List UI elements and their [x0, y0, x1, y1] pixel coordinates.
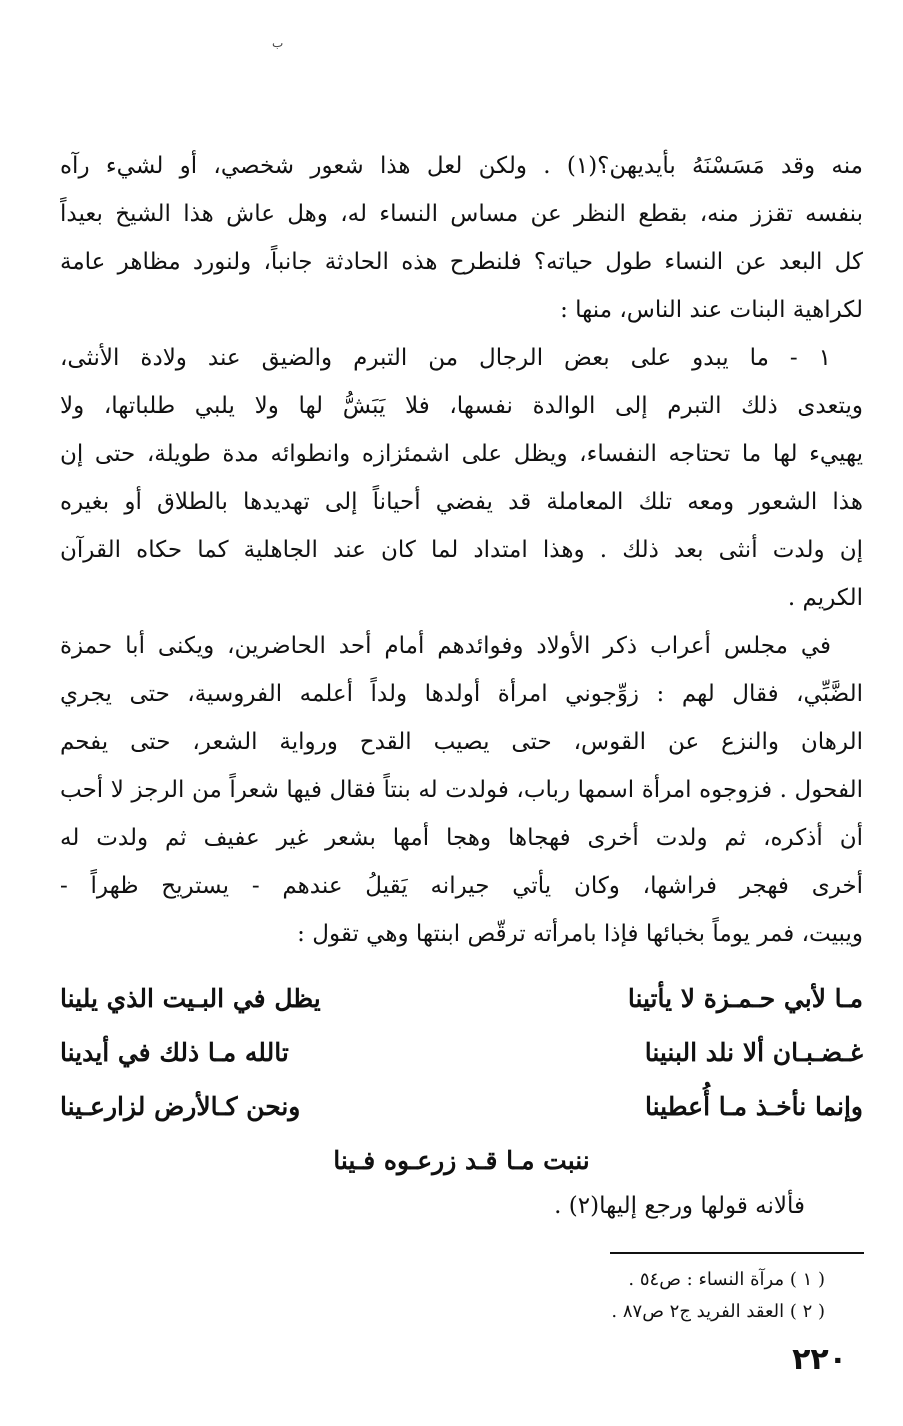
verse-second-hemistich: يظل في البـيت الذي يلينا: [60, 984, 321, 1013]
text-line: إن ولدت أنثى بعد ذلك . وهذا امتداد لما كان عند الجاهلية كما حكاه القرآن: [60, 537, 863, 563]
text-line: ويتعدى ذلك التبرم إلى الوالدة نفسها، فلا يَبَشُّ لها ولا يلبي طلباتها، ولا: [60, 393, 863, 419]
verse-second-hemistich: تالله مـا ذلك في أيدينا: [60, 1038, 289, 1067]
text-line: منه وقد مَسَسْنَهُ بأيديهن؟(١) . ولكن لعل هذا شعور شخصي، أو لشيء رآه: [60, 153, 863, 179]
text-line: يهييء لها ما تحتاجه النفساء، ويظل على اشمئزازه وانطوائه مدة طويلة، حتى إن: [60, 441, 863, 467]
text-line: الكريم .: [787, 585, 863, 611]
verse-first-hemistich: مـا لأبي حـمـزة لا يأتينا: [627, 984, 863, 1013]
footnote-divider: [610, 1252, 864, 1254]
header-mark: ب: [272, 36, 284, 50]
poem-final-line: ننبت مـا قـد زرعـوه فـينا: [333, 1146, 590, 1175]
footnote: ( ١ ) مرآة النساء : ص٥٤ .: [628, 1269, 825, 1290]
page-number: ٢٢٠: [792, 1342, 847, 1377]
poem-verse: [60, 1026, 863, 1080]
text-line: كل البعد عن النساء طول حياته؟ فلنطرح هذه الحادثة جانباً، ولنورد مظاهر عامة: [60, 249, 863, 275]
text-line: الفحول . فزوجوه امرأة اسمها رباب، فولدت له بنتاً فقال فيها شعراً من الرجز لا أحب: [60, 777, 863, 803]
verse-second-hemistich: ونحن كـالأرض لزارعـينا: [60, 1092, 301, 1121]
text-line: في مجلس أعراب ذكر الأولاد وفوائدهم أمام أحد الحاضرين، ويكنى أبا حمزة: [60, 633, 831, 659]
footnotes: [611, 1264, 825, 1328]
text-line: بنفسه تقزز منه، بقطع النظر عن مساس النساء له، وهل عاش هذا الشيخ بعيداً: [60, 201, 863, 227]
text-line: أخرى فهجر فراشها، وكان يأتي جيرانه يَقيلُ عندهم - يستريح ظهراً -: [60, 873, 863, 899]
footnote: ( ٢ ) العقد الفريد ج٢ ص٨٧ .: [611, 1301, 825, 1322]
after-poem-text: فألانه قولها ورجع إليها(٢) .: [554, 1193, 805, 1219]
text-line: هذا الشعور ومعه تلك المعاملة قد يفضي أحياناً إلى تهديدها بالطلاق أو بغيره: [60, 489, 863, 515]
text-line: الضَّبِّي، فقال لهم : زوِّجوني امرأة أولدها ولداً أعلمه الفروسية، حتى يجري: [60, 681, 863, 707]
text-line: ١ - ما يبدو على بعض الرجال من التبرم والضيق عند ولادة الأنثى،: [60, 345, 831, 371]
poem: [60, 972, 863, 1188]
text-line: ويبيت، فمر يوماً بخبائها فإذا بامرأته ترقّص ابنتها وهي تقول :: [297, 921, 863, 947]
text-line: أن أذكره، ثم ولدت أخرى فهجاها وهجا أمها بشعر غير عفيف ثم ولدت له: [60, 825, 863, 851]
poem-verse: [60, 972, 863, 1026]
poem-verse: [60, 1080, 863, 1134]
verse-first-hemistich: وإنما نأخـذ مـا أُعطينا: [644, 1092, 863, 1121]
text-line: لكراهية البنات عند الناس، منها :: [560, 297, 863, 323]
text-line: الرهان والنزع عن القوس، حتى يصيب القدح ورواية الشعر، حتى يفحم: [60, 729, 863, 755]
verse-first-hemistich: غـضـبـان ألا نلد البنينا: [644, 1038, 863, 1067]
body-text: [60, 142, 863, 958]
